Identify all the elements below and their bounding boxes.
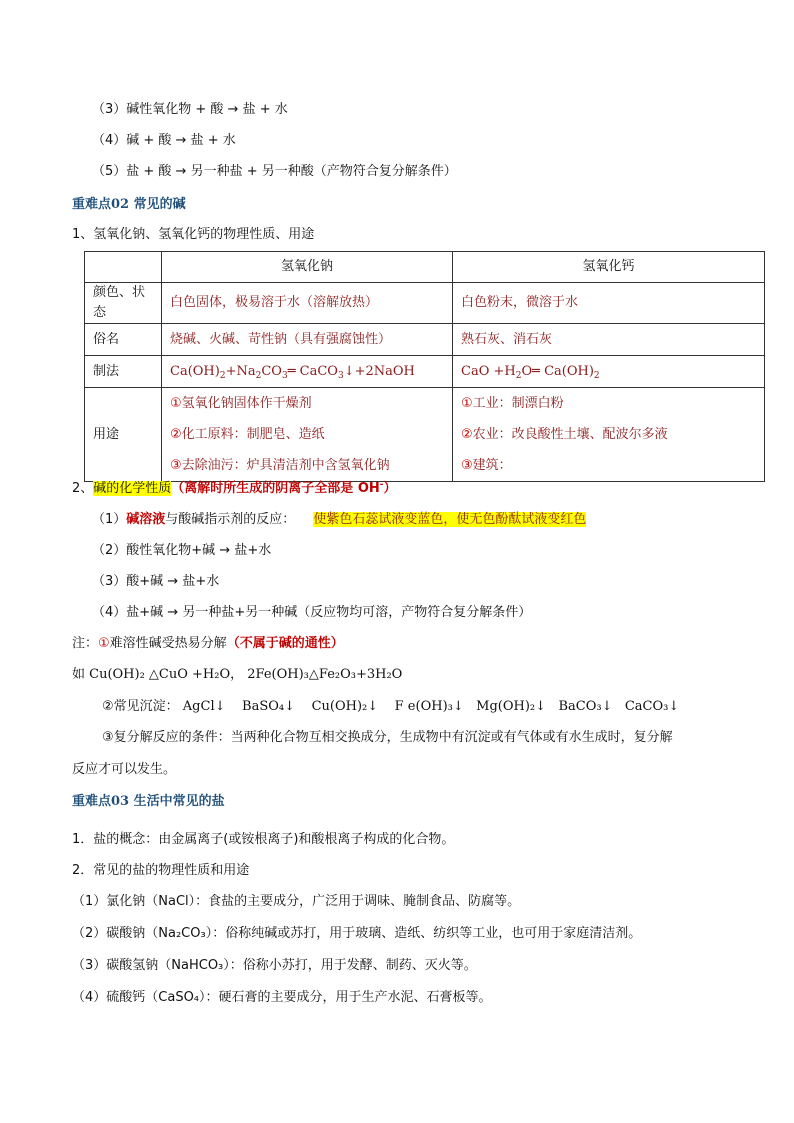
- formula-part: Ca(OH): [170, 363, 220, 379]
- text-line: 2．常见的盐的物理性质和用途: [72, 863, 250, 878]
- use-item: [170, 388, 444, 419]
- naoh-uses-cell: [162, 388, 453, 482]
- text-line: （3）碱性氧化物 + 酸 → 盐 + 水: [92, 102, 288, 117]
- text-line: （4）硫酸钙（CaSO₄）：硬石膏的主要成分，用于生产水泥、石膏板等。: [72, 990, 492, 1005]
- condition-line-cont: 反应才可以发生。: [72, 762, 177, 777]
- highlighted-title: 碱的化学性质: [93, 481, 172, 496]
- text-line: （2）碳酸钠（Na₂CO₃）：俗称纯碱或苏打，用于玻璃、造纸、纺织等工业，也可用于家庭清洁剂。: [72, 926, 642, 941]
- precipitate-item: Cu(OH)₂↓: [311, 699, 379, 714]
- note-body: 难溶性碱受热易分解: [109, 636, 227, 651]
- property-line: （4）盐+碱 → 另一种盐+另一种碱（反应物均可溶，产物符合复分解条件）: [92, 605, 532, 620]
- table-row-label: 用途: [85, 388, 162, 482]
- use-item: [461, 450, 756, 481]
- table-header-cell: 氢氧化钠: [162, 252, 453, 283]
- subheading-chemical-properties: [72, 479, 397, 499]
- subheading: 1、氢氧化钠、氢氧化钙的物理性质、用途: [72, 227, 315, 242]
- use-text: 建筑：: [472, 458, 512, 473]
- table-header-cell: 氢氧化钙: [453, 252, 765, 283]
- property-line: [92, 510, 586, 530]
- table-row-label: 俗名: [85, 324, 162, 356]
- text-line: （5）盐 + 酸 → 另一种盐 + 另一种酸（产物符合复分解条件）: [92, 164, 457, 179]
- number-marker: ③: [461, 458, 473, 473]
- note-line: [72, 634, 344, 654]
- formula-part: CaO +H: [461, 363, 516, 379]
- table-cell: 烧碱、火碱、苛性钠（具有强腐蚀性）: [162, 324, 453, 356]
- number-marker: ②: [170, 427, 182, 442]
- formula-part: ═ CaCO: [287, 363, 338, 379]
- table-cell: 白色粉末，微溶于水: [453, 283, 765, 324]
- number-prefix: 2、: [72, 481, 94, 496]
- text-line: （3）碳酸氢钠（NaHCO₃）：俗称小苏打，用于发酵、制药、灭火等。: [72, 958, 477, 973]
- use-item: [170, 419, 444, 450]
- formula-sub: 2: [255, 370, 262, 381]
- table-row-label: 制法: [85, 356, 162, 388]
- formula-sub: 3: [337, 370, 344, 381]
- section-heading: 重难点03 生活中常见的盐: [72, 794, 225, 809]
- text-line: （4）碱 + 酸 → 盐 + 水: [92, 133, 236, 148]
- number-marker: ②: [461, 427, 473, 442]
- caoh-preparation-cell: [453, 356, 765, 388]
- highlighted-answer: 使紫色石蕊试液变蓝色，使无色酚酞试液变红色: [313, 512, 587, 527]
- formula-sub: 2: [219, 370, 226, 381]
- number-prefix: （1）: [92, 512, 127, 527]
- condition-line: ③复分解反应的条件：当两种化合物互相交换成分，生成物中有沉淀或有气体或有水生成时，复分解: [102, 730, 673, 745]
- note-prefix: 注：: [72, 636, 99, 651]
- naoh-preparation-cell: [162, 356, 453, 388]
- table-cell: 白色固体，极易溶于水（溶解放热）: [162, 283, 453, 324]
- use-text: 化工原料：制肥皂、造纸: [181, 427, 325, 442]
- precipitate-item: CaCO₃↓: [624, 699, 680, 714]
- formula-sub: 2: [593, 370, 600, 381]
- formula-sub: 3: [281, 370, 288, 381]
- formula-part: +Na: [225, 363, 256, 379]
- section-heading: 重难点02 常见的碱: [72, 197, 186, 212]
- base-properties-table: [84, 251, 765, 482]
- note-text-end: ）: [383, 481, 397, 496]
- number-marker: ①: [170, 396, 182, 411]
- precipitate-line: [102, 697, 679, 717]
- text-line: 1．盐的概念：由金属离子(或铵根离子)和酸根离子构成的化合物。: [72, 832, 455, 847]
- precipitate-item: Mg(OH)₂↓: [476, 699, 547, 714]
- use-text: 氢氧化钠固体作干燥剂: [181, 396, 312, 411]
- formula-part: ↓+2NaOH: [343, 363, 415, 379]
- precipitate-item: BaCO₃↓: [558, 699, 613, 714]
- note-text: （离解时所生成的阴离子全部是 OH: [171, 481, 380, 496]
- note-emphasis: （不属于碱的通性）: [226, 636, 344, 651]
- property-line: （3）酸+碱 → 盐+水: [92, 574, 220, 589]
- number-marker: ①: [98, 636, 110, 651]
- formula-sub: 2: [515, 370, 522, 381]
- caoh-uses-cell: [453, 388, 765, 482]
- formula-part: O═ Ca(OH): [521, 363, 594, 379]
- precipitate-item: AgCl↓: [182, 699, 226, 714]
- decomposition-equation: 如 Cu(OH)₂ △CuO +H₂O， 2Fe(OH)₃△Fe₂O₃+3H₂O: [72, 667, 403, 682]
- property-line: （2）酸性氧化物+碱 → 盐+水: [92, 543, 272, 558]
- table-row-label: 颜色、状态: [85, 283, 162, 324]
- number-marker: ③: [170, 458, 182, 473]
- table-header-cell: [85, 252, 162, 283]
- number-marker: ①: [461, 396, 473, 411]
- property-text: 与酸碱指示剂的反应：: [165, 512, 296, 527]
- use-item: [461, 388, 756, 419]
- precipitate-item: BaSO₄↓: [242, 699, 296, 714]
- superscript: -: [379, 480, 384, 490]
- bold-term: 碱溶液: [126, 512, 166, 527]
- use-text: 农业：改良酸性土壤、配波尔多液: [472, 427, 668, 442]
- text-line: （1）氯化钠（NaCl）：食盐的主要成分，广泛用于调味、腌制食品、防腐等。: [72, 894, 521, 909]
- use-item: [170, 450, 444, 481]
- precipitate-label: ②常见沉淀：: [102, 699, 179, 714]
- formula-part: CO: [261, 363, 282, 379]
- use-text: 工业：制漂白粉: [472, 396, 564, 411]
- use-text: 去除油污：炉具清洁剂中含氢氧化钠: [181, 458, 390, 473]
- use-item: [461, 419, 756, 450]
- table-cell: 熟石灰、消石灰: [453, 324, 765, 356]
- precipitate-item: F e(OH)₃↓: [394, 699, 464, 714]
